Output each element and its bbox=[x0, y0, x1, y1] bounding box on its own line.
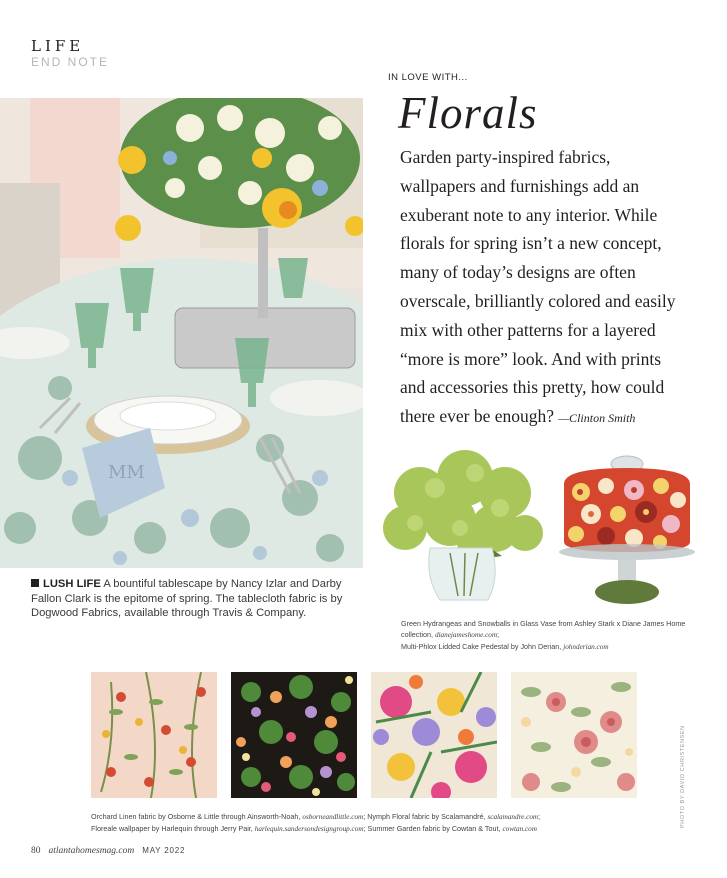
section-sublabel: END NOTE bbox=[31, 55, 110, 69]
product-hydrangea-end: ; bbox=[497, 630, 500, 639]
fabric-orchard-text: Orchard Linen fabric by Osborne & Little through Ainsworth-Noah, bbox=[91, 812, 303, 821]
product-cake-link[interactable]: johnderian.com bbox=[563, 643, 609, 651]
fabric-floreale-link[interactable]: harlequin.sandersondesigngroup.com bbox=[254, 825, 364, 833]
page-number: 80 bbox=[31, 846, 41, 856]
section-label: LIFE bbox=[31, 37, 85, 55]
cake-pedestal-photo bbox=[556, 452, 698, 607]
article-body bbox=[400, 143, 685, 433]
caption-lead: LUSH LIFE bbox=[43, 578, 101, 590]
article-kicker: IN LOVE WITH... bbox=[388, 72, 468, 83]
fabric-nymph-end: ; bbox=[538, 812, 541, 821]
site-name[interactable]: atlantahomesmag.com bbox=[48, 846, 135, 856]
product-hydrangea-link[interactable]: dianejameshome.com bbox=[434, 631, 498, 639]
fabric-summer-text: ; Summer Garden fabric by Cowtan & Tout, bbox=[363, 824, 503, 833]
fabrics-caption bbox=[91, 811, 651, 835]
swatch-nymph-floral bbox=[231, 672, 357, 798]
article-byline: —Clinton Smith bbox=[558, 411, 636, 426]
fabric-nymph-text: ; Nymph Floral fabric by Scalamandré, bbox=[363, 812, 488, 821]
page-folio bbox=[31, 846, 185, 856]
article-body-text: Garden party-inspired fabrics, wallpapers and furnishings add an exuberant note to any interior. While florals for spring isn’t a new concept, many of today’s designs are often overscale, brilliantly colored and easily mix with other patterns for a layered “more is more” look. And with prints and accessories this pretty, how could there ever be enough? bbox=[400, 147, 676, 427]
svg-text:MM: MM bbox=[108, 462, 145, 483]
fabric-floreale-text: Floreale wallpaper by Harlequin through Jerry Pair, bbox=[91, 824, 255, 833]
fabric-orchard-link[interactable]: osborneandlittle.com bbox=[302, 813, 364, 821]
swatch-summer-garden bbox=[511, 672, 637, 798]
product-hydrangea-text: Green Hydrangeas and Snowballs in Glass Vase from Ashley Stark x Diane James Home collection, bbox=[401, 619, 686, 639]
swatch-orchard-linen bbox=[91, 672, 217, 798]
caption-text: A bountiful tablescape by Nancy Izlar and Darby Fallon Clark is the epitome of spring. The tablecloth fabric is by Dogwood Fabrics, available through Travis & Company. bbox=[31, 578, 343, 620]
swatch-floreale-wallpaper bbox=[371, 672, 497, 798]
tablescape-photo bbox=[0, 98, 363, 568]
article-title: Florals bbox=[398, 88, 538, 138]
fabric-summer-link[interactable]: cowtan.com bbox=[502, 825, 537, 833]
hydrangea-vase-photo bbox=[380, 448, 545, 608]
photo-caption bbox=[31, 577, 349, 621]
issue-date: MAY 2022 bbox=[142, 846, 186, 855]
caption-square-bullet bbox=[31, 579, 39, 587]
products-caption bbox=[401, 618, 701, 653]
photo-credit: PHOTO BY DAVID CHRISTENSEN bbox=[680, 725, 686, 828]
fabric-nymph-link[interactable]: scalamandre.com bbox=[487, 813, 539, 821]
product-cake-text: Multi-Phlox Lidded Cake Pedestal by John Derian, bbox=[401, 642, 564, 651]
